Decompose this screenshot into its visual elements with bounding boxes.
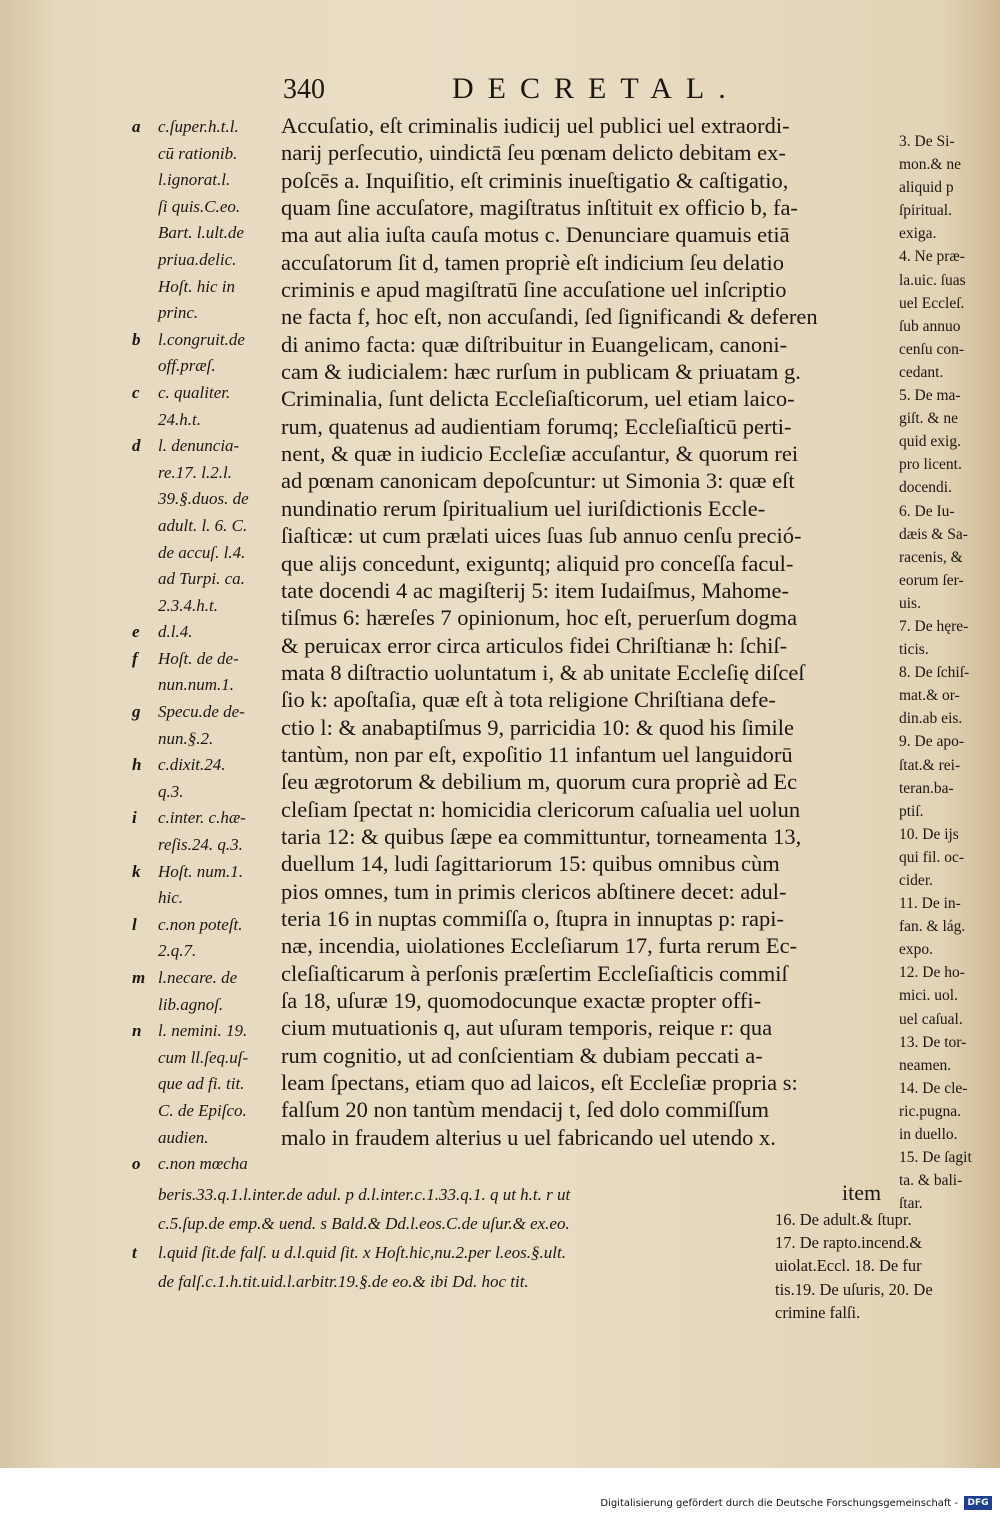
margin-note xyxy=(132,274,278,301)
margin-note xyxy=(132,327,278,354)
note-text: priua.delic. xyxy=(158,249,237,269)
side-heading-line: racenis, & xyxy=(899,548,963,566)
margin-note xyxy=(132,353,278,380)
margin-note xyxy=(132,566,278,593)
margin-note xyxy=(132,1045,278,1072)
margin-note xyxy=(132,859,278,886)
text-line: ſiaſticæ: ut cum prælati uices ſuas ſub annuo cenſu preció- xyxy=(281,523,802,549)
margin-note xyxy=(132,167,278,194)
note-text: l. denuncia- xyxy=(158,436,240,456)
catchword: item xyxy=(842,1180,882,1205)
side-heading-line: ptiſ. xyxy=(899,802,924,820)
margin-note xyxy=(132,407,278,434)
margin-note xyxy=(132,1018,278,1045)
note-letter: n xyxy=(132,1021,142,1041)
text-line: duellum 14, ludi ſagittariorum 15: quibus omnibus cùm xyxy=(281,851,780,877)
note-text: cū rationib. xyxy=(158,143,238,163)
margin-note xyxy=(132,752,278,779)
text-line: ctio l: & anabaptiſmus 9, parricidia 10: & quod his ſimile xyxy=(281,714,795,740)
side-heading-line: in duello. xyxy=(899,1126,958,1144)
text-line: næ, incendia, uiolationes Eccleſiarum 17, furta rerum Ec- xyxy=(281,933,798,959)
side-heading-line: dæis & Sa- xyxy=(899,525,968,543)
text-line: cium mutuationis q, aut uſuram temporis, reique r: qua xyxy=(281,1015,773,1041)
side-heading-line: ta. & bali- xyxy=(899,1172,963,1190)
side-heading-line: 13. De tor- xyxy=(899,1033,967,1051)
margin-note xyxy=(132,726,278,753)
margin-note xyxy=(132,1071,278,1098)
text-line: tiſmus 6: hæreſes 7 opinionum, hoc eſt, peruerſum dogma xyxy=(281,605,798,631)
side-heading-line: 16. De adult.& ſtupr. xyxy=(775,1210,912,1229)
margin-note xyxy=(132,513,278,540)
side-heading-line: tis.19. De uſuris, 20. De xyxy=(775,1279,933,1299)
text-line: cleſiaſticarum à perſonis præſertim Eccleſiaſticis commiſ xyxy=(281,960,788,986)
margin-note xyxy=(132,938,278,965)
note-text: c.dixit.24. xyxy=(158,755,226,775)
side-heading-line: 5. De ma- xyxy=(899,387,961,405)
side-heading-line: aliquid p xyxy=(899,179,954,197)
note-letter: g xyxy=(132,702,141,722)
note-text: re.17. l.2.l. xyxy=(158,462,232,482)
margin-note xyxy=(132,699,278,726)
margin-note xyxy=(132,672,278,699)
text-line: rum, quatenus ad audientiam forumq; Eccleſiaſticū perti- xyxy=(281,413,792,439)
note-letter: t xyxy=(132,1243,137,1262)
side-heading-line: qui fil. oc- xyxy=(899,848,964,866)
text-line: taria 12: & quibus ſæpe ea committuntur, torneamenta 13, xyxy=(281,823,802,849)
text-line: nent, & quæ in iudicio Eccleſiæ accuſantur, & quorum rei xyxy=(281,441,799,467)
bottom-notes xyxy=(132,1180,762,1296)
text-line: nundinatio rerum ſpiritualium uel iuriſdictionis Eccle- xyxy=(281,495,766,521)
margin-note xyxy=(132,300,278,327)
text-line: ad pœnam canonicam depoſcuntur: ut Simonia 3: quæ eſt xyxy=(281,468,795,494)
right-margin-notes xyxy=(899,130,1000,1215)
text-line: pios omnes, tum in primis clericos abſtinere decet: adul- xyxy=(281,878,787,904)
text-line: quam ſine accuſatore, magiſtratus inſtituit ex officio b, fa- xyxy=(281,195,798,221)
side-heading-line: ſtat.& rei- xyxy=(899,756,961,774)
text-line: criminis e apud magiſtratū ſine accuſatione uel inſcriptio xyxy=(281,277,787,303)
margin-note xyxy=(132,593,278,620)
note-text: que ad fi. tit. xyxy=(158,1074,245,1094)
note-text: Hoſt. num.1. xyxy=(158,861,243,881)
funding-credit: Digitalisierung gefördert durch die Deutsche Forschungsgemeinschaft - xyxy=(600,1498,958,1509)
text-line: leam ſpectans, etiam quo ad laicos, eſt Eccleſiæ propria s: xyxy=(281,1070,798,1096)
text-line: ſeu ægrotorum & debilium m, quorum cura propriè ad Ec xyxy=(281,769,798,795)
side-heading-line: giſt. & ne xyxy=(899,410,958,428)
text-line: cam & iudicialem: hæc rurſum in publicam & priuatam g. xyxy=(281,359,801,385)
margin-note xyxy=(132,114,278,141)
side-heading-line: 4. Ne præ- xyxy=(899,248,965,266)
side-heading-line: din.ab eis. xyxy=(899,710,963,728)
footnote-line xyxy=(132,1238,762,1267)
side-heading-line: 8. De ſchiſ- xyxy=(899,664,970,682)
text-line: accuſatorum ſit d, tamen propriè eſt indicium ſeu delatio xyxy=(281,249,784,275)
page-header xyxy=(0,70,1000,110)
side-heading-line: pro licent. xyxy=(899,456,962,474)
side-heading-line: cider. xyxy=(899,872,933,889)
text-line: Accuſatio, eſt criminalis iudicij uel publici uel extraordi- xyxy=(281,113,790,138)
note-text: l.quid ſit.de falſ. u d.l.quid ſit. x Hoſt.hic,nu.2.per l.eos.§.ult. xyxy=(158,1243,566,1262)
text-line: narij perſecutio, uindictā ſeu pœnam delicto debitam ex- xyxy=(281,140,786,166)
note-text: C. de Epiſco. xyxy=(158,1100,247,1120)
note-text: 39.§.duos. de xyxy=(158,489,249,509)
side-heading-line: ric.pugna. xyxy=(899,1102,961,1120)
note-text: c.inter. c.hæ- xyxy=(158,808,246,828)
side-heading-line: eorum ſer- xyxy=(899,571,964,589)
dfg-logo: DFG xyxy=(964,1496,992,1510)
note-text: adult. l. 6. C. xyxy=(158,515,248,535)
text-line: que alijs concedunt, exiguntq; aliquid pro conceſſa facul- xyxy=(281,550,794,576)
side-heading-line: 12. De ho- xyxy=(899,964,965,982)
note-text: de accuſ. l.4. xyxy=(158,542,246,562)
footer xyxy=(0,1468,1000,1514)
note-text: Bart. l.ult.de xyxy=(158,223,244,243)
side-heading-line: fan. & lág. xyxy=(899,918,966,936)
margin-note xyxy=(132,194,278,221)
text-line: di animo facta: quæ diſtribuitur in Euangelicam, canoni- xyxy=(281,331,788,357)
note-letter: m xyxy=(132,968,146,987)
note-text: d.l.4. xyxy=(158,622,193,642)
text-line: teria 16 in nuptas commiſſa o, ſtupra in innuptas p: rapi- xyxy=(281,905,785,931)
side-heading-line: 7. De hęre- xyxy=(899,617,969,635)
side-heading-line: cedant. xyxy=(899,363,944,381)
note-letter: b xyxy=(132,329,141,349)
side-heading-line: quid exig. xyxy=(899,433,961,451)
margin-note xyxy=(132,832,278,859)
text-line: ma aut alia iuſta cauſa motus c. Denunciare quamuis etiā xyxy=(281,222,790,248)
note-text: reſis.24. q.3. xyxy=(158,835,243,855)
side-heading-line: ſtar. xyxy=(899,1195,923,1213)
note-letter: e xyxy=(132,622,140,642)
text-line: malo in fraudem alterius u uel fabricando uel utendo x. xyxy=(281,1124,776,1150)
note-text: Hoſt. hic in xyxy=(158,276,235,296)
side-heading-line: cenſu con- xyxy=(899,340,964,358)
side-heading-line: 17. De rapto.incend.& xyxy=(775,1233,923,1253)
side-heading-line: ſub annuo xyxy=(899,317,961,335)
note-letter: d xyxy=(132,436,141,456)
note-text: hic. xyxy=(158,888,184,908)
text-line: tantùm, non par eſt, expoſitio 11 infantum uel languidorū xyxy=(281,741,793,767)
side-heading-line: 3. De Si- xyxy=(899,133,955,150)
note-letter: k xyxy=(132,861,141,881)
text-line: ſa 18, uſuræ 19, quomodocunque exactæ propter offi- xyxy=(281,988,762,1013)
side-heading-line: uis. xyxy=(899,594,921,612)
note-letter: f xyxy=(132,648,138,668)
side-heading-line: uel caſual. xyxy=(899,1010,963,1028)
text-line: tate docendi 4 ac magiſterij 5: item Iudaiſmus, Mahome- xyxy=(281,577,789,603)
side-heading-line: uel Eccleſ. xyxy=(899,294,965,312)
margin-note xyxy=(132,805,278,832)
margin-note xyxy=(132,433,278,460)
side-heading-line: exiga. xyxy=(899,225,937,243)
margin-note xyxy=(132,619,278,646)
bottom-right-notes xyxy=(775,1208,1000,1324)
note-letter: l xyxy=(132,914,137,934)
note-text: ad Turpi. ca. xyxy=(158,569,245,589)
margin-note xyxy=(132,380,278,407)
side-heading-line: 14. De cle- xyxy=(899,1079,968,1097)
side-heading-line: mici. uol. xyxy=(899,987,958,1005)
note-letter: c xyxy=(132,382,140,402)
note-text: ſi quis.C.eo. xyxy=(158,196,241,216)
margin-note xyxy=(132,486,278,513)
note-text: l.ignorat.l. xyxy=(158,170,231,190)
note-letter: o xyxy=(132,1154,141,1174)
note-text: c.non mœcha xyxy=(158,1154,248,1174)
left-margin-notes xyxy=(132,114,278,1178)
side-heading-line: uiolat.Eccl. 18. De fur xyxy=(775,1256,922,1276)
note-text: 2.q.7. xyxy=(158,941,197,961)
side-heading-line: crimine falſi. xyxy=(775,1302,861,1322)
text-line: Criminalia, ſunt delicta Eccleſiaſticorum, uel etiam laico- xyxy=(281,386,795,412)
side-heading-line: 11. De in- xyxy=(899,895,961,913)
note-text: de falſ.c.1.h.tit.uid.l.arbitr.19.§.de eo.& ibi Dd. hoc tit. xyxy=(158,1272,529,1291)
side-heading-line: 6. De Iu- xyxy=(899,502,955,520)
margin-note xyxy=(132,247,278,274)
margin-note xyxy=(132,220,278,247)
text-line: cleſiam ſpectat n: homicidia clericorum caſualia uel uolun xyxy=(281,796,801,822)
side-heading-line: 15. De ſagit xyxy=(899,1149,972,1167)
margin-note xyxy=(132,460,278,487)
margin-note xyxy=(132,779,278,806)
note-text: l.congruit.de xyxy=(158,329,245,349)
margin-note xyxy=(132,885,278,912)
text-line: & peruicax error circa articulos fidei Chriſtianæ h: ſchiſ- xyxy=(281,632,788,658)
note-text: princ. xyxy=(158,303,199,323)
side-heading-line: 10. De ijs xyxy=(899,825,959,843)
page-number: 340 xyxy=(283,74,325,105)
footnote-line xyxy=(132,1267,762,1296)
side-heading-line: la.uic. ſuas xyxy=(899,271,966,289)
text-line: poſcēs a. Inquiſitio, eſt criminis inueſtigatio & caſtigatio, xyxy=(281,167,789,193)
side-heading-line: mon.& ne xyxy=(899,156,961,174)
note-letter: a xyxy=(132,117,141,136)
side-heading-line: docendi. xyxy=(899,479,952,497)
note-text: l. nemini. 19. xyxy=(158,1021,248,1041)
margin-note xyxy=(132,141,278,168)
note-text: c. qualiter. xyxy=(158,382,231,402)
note-text: audien. xyxy=(158,1127,209,1147)
note-text: cum ll.ſeq.uſ- xyxy=(158,1047,249,1067)
note-letter: i xyxy=(132,808,137,828)
margin-note xyxy=(132,540,278,567)
text-line: mata 8 diſtractio uoluntatum i, & ab unitate Eccleſię diſceſ xyxy=(281,659,805,685)
text-line: ſio k: apoſtaſia, quæ eſt à tota religione Chriſtiana defe- xyxy=(281,687,776,713)
margin-note xyxy=(132,1098,278,1125)
margin-note xyxy=(132,912,278,939)
note-text: nun.§.2. xyxy=(158,728,214,748)
note-text: beris.33.q.1.l.inter.de adul. p d.l.inter.c.1.33.q.1. q ut h.t. r ut xyxy=(158,1185,571,1204)
footnote-line xyxy=(132,1180,762,1209)
margin-note xyxy=(132,1151,278,1178)
note-text: c.non poteſt. xyxy=(158,914,243,934)
footnote-line xyxy=(132,1209,762,1238)
note-text: off.præſ. xyxy=(158,356,216,376)
note-text: 24.h.t. xyxy=(158,409,201,429)
note-letter: h xyxy=(132,755,142,775)
side-heading-line: mat.& or- xyxy=(899,687,960,705)
side-heading-line: ſpiritual. xyxy=(899,202,952,220)
margin-note xyxy=(132,965,278,992)
side-heading-line: 9. De apo- xyxy=(899,733,964,751)
note-text: q.3. xyxy=(158,781,184,801)
margin-note xyxy=(132,1125,278,1152)
margin-note xyxy=(132,992,278,1019)
note-text: nun.num.1. xyxy=(158,675,235,695)
side-heading-line: expo. xyxy=(899,941,934,959)
main-text-block xyxy=(281,112,893,1151)
margin-note xyxy=(132,646,278,673)
side-heading-line: neamen. xyxy=(899,1056,952,1074)
note-text: 2.3.4.h.t. xyxy=(158,595,218,615)
note-text: lib.agnoſ. xyxy=(158,994,224,1014)
text-line: rum cognitio, ut ad conſcientiam & dubiam peccati a- xyxy=(281,1042,763,1068)
note-text: l.necare. de xyxy=(158,968,238,987)
side-heading-line: teran.ba- xyxy=(899,779,954,797)
text-line: ne facta f, hoc eſt, non accuſandi, ſed ſignificandi & deferen xyxy=(281,304,818,330)
running-head: DECRETAL. xyxy=(452,72,740,105)
note-text: c.5.ſup.de emp.& uend. s Bald.& Dd.l.eos.C.de uſur.& ex.eo. xyxy=(158,1214,570,1233)
text-line: falſum 20 non tantùm mendacij t, ſed dolo commiſſum xyxy=(281,1097,770,1123)
note-text: Specu.de de- xyxy=(158,702,245,722)
side-heading-line: ticis. xyxy=(899,641,929,659)
note-text: Hoſt. de de- xyxy=(158,648,239,668)
note-text: c.ſuper.h.t.l. xyxy=(158,117,239,136)
